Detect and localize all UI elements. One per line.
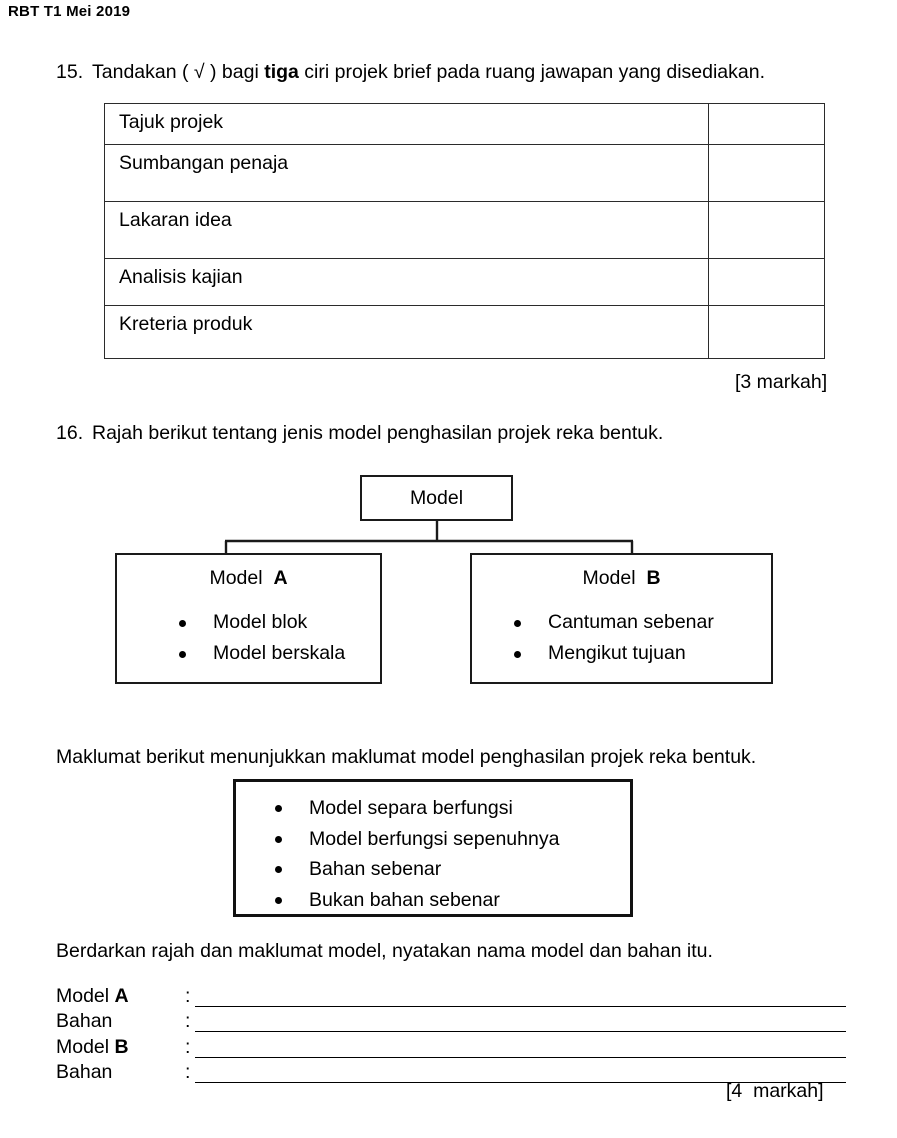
answer-label-model-a-prefix: Model bbox=[56, 984, 115, 1007]
ciri-projek-brief-table bbox=[104, 103, 825, 359]
page-header bbox=[8, 3, 130, 20]
diagram-node-model-a-title-prefix: Model bbox=[209, 567, 263, 589]
answer-row-model-b bbox=[56, 1032, 846, 1058]
table-row[interactable] bbox=[105, 104, 825, 145]
answer-input-model-a[interactable] bbox=[195, 985, 846, 1007]
question-16-answer-block bbox=[56, 981, 846, 1083]
diagram-node-model-a-list bbox=[117, 607, 380, 669]
table-row[interactable] bbox=[105, 202, 825, 259]
table-cell-tick-box[interactable] bbox=[709, 145, 825, 202]
diagram-node-root-title: Model bbox=[409, 487, 464, 509]
list-item: Model separa berfungsi bbox=[275, 793, 630, 824]
diagram-node-model-b-title bbox=[472, 563, 771, 593]
answer-label-model-b-letter: B bbox=[114, 1035, 129, 1058]
answer-row-model-a bbox=[56, 981, 846, 1007]
question-15-text-part1: Tandakan ( √ ) bagi bbox=[92, 61, 265, 83]
table-row[interactable] bbox=[105, 259, 825, 306]
answer-colon: : bbox=[185, 984, 191, 1007]
list-item: Bahan sebenar bbox=[275, 854, 630, 885]
table-cell-label: Tajuk projek bbox=[105, 104, 709, 145]
answer-label-bahan-a-prefix: Bahan bbox=[56, 1010, 113, 1032]
question-16-heading bbox=[56, 421, 663, 446]
question-16-instruction: Berdarkan rajah dan maklumat model, nyatakan nama model dan bahan itu. bbox=[56, 940, 713, 962]
list-item: Model blok bbox=[179, 607, 380, 638]
answer-label-model-a-letter: A bbox=[114, 984, 129, 1007]
answer-label-bahan-b bbox=[56, 1061, 185, 1083]
answer-label-bahan-a bbox=[56, 1010, 185, 1032]
question-16-number: 16. bbox=[56, 422, 84, 444]
question-15-number: 15. bbox=[56, 61, 84, 83]
diagram-node-model-a-title bbox=[117, 563, 380, 593]
diagram-node-model-b-title-letter: B bbox=[646, 567, 661, 589]
answer-label-model-b bbox=[56, 1036, 185, 1058]
table-cell-label: Kreteria produk bbox=[105, 306, 709, 359]
question-15-text-part2: ciri projek brief pada ruang jawapan yang disediakan. bbox=[298, 61, 766, 83]
answer-label-model-a bbox=[56, 985, 185, 1007]
answer-label-bahan-b-prefix: Bahan bbox=[56, 1061, 113, 1083]
maklumat-info-box bbox=[233, 779, 633, 917]
table-cell-tick-box[interactable] bbox=[709, 306, 825, 359]
list-item: Mengikut tujuan bbox=[514, 638, 771, 669]
diagram-node-root bbox=[360, 475, 513, 521]
table-cell-tick-box[interactable] bbox=[709, 104, 825, 145]
diagram-node-model-b bbox=[470, 553, 773, 684]
list-item: Bukan bahan sebenar bbox=[275, 885, 630, 916]
question-15-bold-word: tiga bbox=[264, 61, 299, 83]
diagram-node-model-b-title-prefix: Model bbox=[582, 567, 636, 589]
question-16-marks: [4 markah] bbox=[726, 1080, 824, 1102]
table-cell-tick-box[interactable] bbox=[709, 202, 825, 259]
maklumat-list bbox=[236, 782, 630, 915]
table-cell-label: Sumbangan penaja bbox=[105, 145, 709, 202]
list-item: Model berfungsi sepenuhnya bbox=[275, 824, 630, 855]
table-row[interactable] bbox=[105, 306, 825, 359]
table-row[interactable] bbox=[105, 145, 825, 202]
answer-row-bahan-a bbox=[56, 1007, 846, 1033]
question-16-text: Rajah berikut tentang jenis model penghasilan projek reka bentuk. bbox=[92, 422, 664, 444]
table-cell-label: Lakaran idea bbox=[105, 202, 709, 259]
maklumat-intro-text: Maklumat berikut menunjukkan maklumat model penghasilan projek reka bentuk. bbox=[56, 746, 757, 768]
diagram-node-model-a bbox=[115, 553, 382, 684]
answer-colon: : bbox=[185, 1010, 191, 1032]
question-15-text bbox=[92, 60, 765, 85]
list-item: Model berskala bbox=[179, 638, 380, 669]
answer-colon: : bbox=[185, 1061, 191, 1083]
diagram-node-model-b-list bbox=[472, 607, 771, 669]
table-cell-tick-box[interactable] bbox=[709, 259, 825, 306]
page-header-label: RBT T1 Mei 2019 bbox=[8, 3, 131, 20]
answer-colon: : bbox=[185, 1035, 191, 1058]
answer-input-model-b[interactable] bbox=[195, 1036, 846, 1058]
question-15-marks: [3 markah] bbox=[735, 371, 828, 393]
table-cell-label: Analisis kajian bbox=[105, 259, 709, 306]
question-15-heading bbox=[56, 60, 765, 85]
list-item: Cantuman sebenar bbox=[514, 607, 771, 638]
diagram-node-model-a-title-letter: A bbox=[273, 567, 288, 589]
answer-input-bahan-a[interactable] bbox=[195, 1010, 846, 1032]
answer-label-model-b-prefix: Model bbox=[56, 1035, 115, 1058]
